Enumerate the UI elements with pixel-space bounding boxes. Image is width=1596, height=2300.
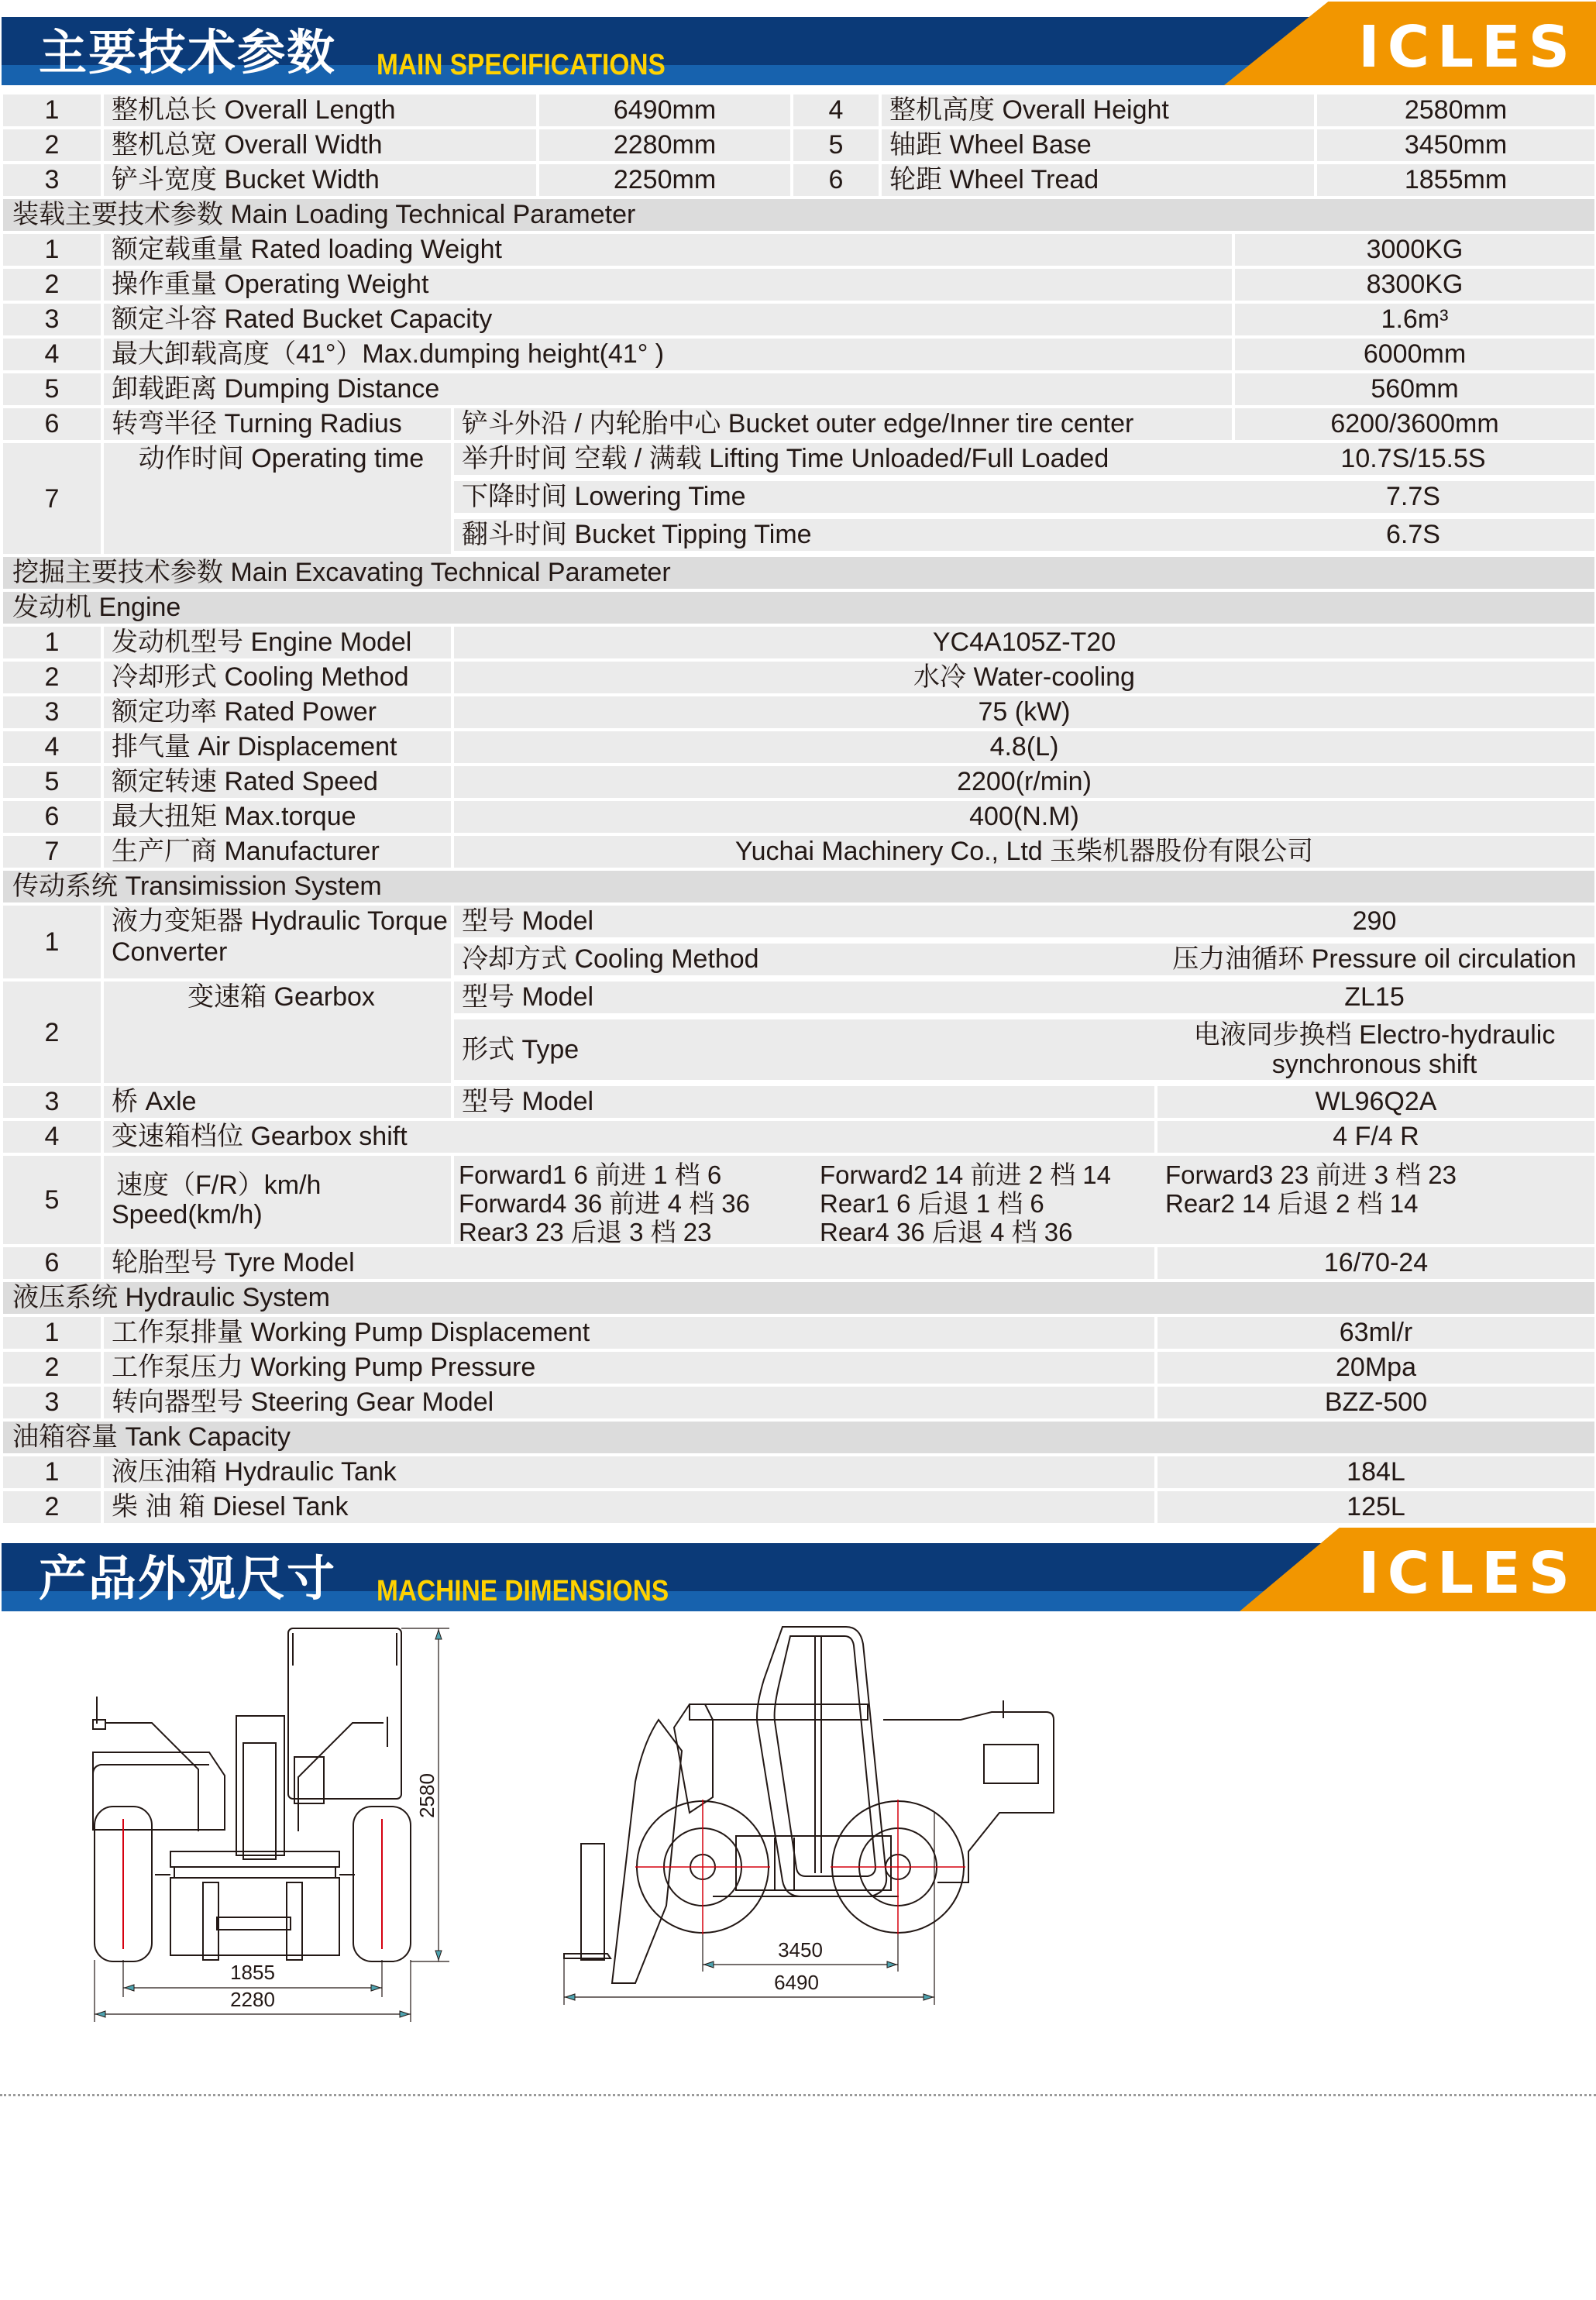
row-label: 发动机型号 Engine Model: [104, 627, 451, 658]
row-sublabel: 翻斗时间 Bucket Tipping Time: [454, 519, 1232, 551]
table-row: [3, 1352, 1594, 1384]
row-value: 400(N.M): [454, 801, 1594, 833]
table-row: [3, 662, 1594, 693]
row-value: 560mm: [1235, 373, 1594, 405]
speed-entry: Rear4 36 后退 4 档 36: [820, 1218, 1073, 1244]
row-label: 最大扭矩 Max.torque: [104, 801, 451, 833]
row-value: 125L: [1157, 1491, 1594, 1523]
speed-entry: Rear1 6 后退 1 档 6: [820, 1189, 1044, 1218]
row-value: 8300KG: [1235, 269, 1594, 301]
row-label: 转向器型号 Steering Gear Model: [104, 1387, 1154, 1418]
dim-overall-height: 2580: [415, 1773, 439, 1818]
table-row: [3, 627, 1594, 658]
row-label: 液压油箱 Hydraulic Tank: [104, 1456, 1154, 1488]
row-value: 75 (kW): [454, 696, 1594, 728]
row-value: YC4A105Z-T20: [454, 627, 1594, 658]
row-value: 2250mm: [539, 164, 790, 196]
speed-entry: Forward4 36 前进 4 档 36: [459, 1189, 750, 1218]
row-label: 轴距 Wheel Base: [882, 129, 1314, 161]
table-row: [3, 801, 1594, 833]
speed-col-2: [820, 1160, 1165, 1244]
row-label: 工作泵排量 Working Pump Displacement: [104, 1317, 1154, 1349]
main-specifications-banner: [0, 14, 1596, 85]
table-row: [3, 234, 1594, 266]
row-number: 4: [793, 95, 879, 126]
row-number: 1: [3, 234, 101, 266]
row-number: 3: [3, 1086, 101, 1118]
brand-logo: ICLES: [1358, 14, 1577, 81]
row-label: 额定载重量 Rated loading Weight: [104, 234, 1232, 266]
row-value: WL96Q2A: [1157, 1086, 1594, 1118]
row-value: 10.7S/15.5S: [1232, 443, 1594, 475]
table-row: [3, 304, 1594, 335]
row-label: 轮距 Wheel Tread: [882, 164, 1314, 196]
dim-wheel-base: 3450: [778, 1938, 823, 1961]
row-label: 轮胎型号 Tyre Model: [104, 1247, 1154, 1279]
table-row: [3, 1086, 1594, 1118]
speed-entry: Rear3 23 后退 3 档 23: [459, 1218, 712, 1244]
table-row: [3, 373, 1594, 405]
row-value: 4 F/4 R: [1157, 1121, 1594, 1153]
row-value: Yuchai Machinery Co., Ltd 玉柴机器股份有限公司: [454, 836, 1594, 868]
row-label: 工作泵压力 Working Pump Pressure: [104, 1352, 1154, 1384]
row-label: 液力变矩器 Hydraulic Torque Converter: [104, 906, 451, 978]
brand-logo: ICLES: [1358, 1540, 1577, 1607]
row-label: 柴 油 箱 Diesel Tank: [104, 1491, 1154, 1523]
row-value: 1.6m³: [1235, 304, 1594, 335]
row-value: 压力油循环 Pressure oil circulation: [1154, 944, 1594, 975]
speed-label-en: Speed(km/h): [112, 1200, 263, 1229]
table-row: [3, 269, 1594, 301]
row-label: 整机总宽 Overall Width: [104, 129, 536, 161]
row-number: 2: [3, 269, 101, 301]
row-label: [104, 1156, 451, 1244]
row-sublabel: 冷却方式 Cooling Method: [454, 944, 1154, 975]
row-label: 卸载距离 Dumping Distance: [104, 373, 1232, 405]
speed-values: [454, 1156, 1594, 1244]
speed-col-3: [1165, 1160, 1457, 1218]
speed-label-cn: 速度（F/R）km/h: [116, 1171, 322, 1200]
table-row: [3, 164, 1594, 196]
section-header-loading: 装载主要技术参数 Main Loading Technical Parameter: [3, 199, 1594, 231]
banner-title-cn: 产品外观尺寸: [39, 1550, 337, 1607]
table-row: [3, 1456, 1594, 1488]
table-row: [3, 1317, 1594, 1349]
table-row: [3, 95, 1594, 126]
row-value: 4.8(L): [454, 731, 1594, 763]
row-value: 20Mpa: [1157, 1352, 1594, 1384]
section-header-tank: 油箱容量 Tank Capacity: [3, 1422, 1594, 1453]
section-header-engine: 发动机 Engine: [3, 592, 1594, 624]
row-label: 生产厂商 Manufacturer: [104, 836, 451, 868]
row-value: 6000mm: [1235, 339, 1594, 370]
spec-table: [3, 95, 1594, 1526]
dim-overall-length: 6490: [774, 1971, 819, 1994]
row-number: 1: [3, 1456, 101, 1488]
row-number: 4: [3, 1121, 101, 1153]
table-row: [3, 1387, 1594, 1418]
row-number: 4: [3, 731, 101, 763]
row-number: 5: [3, 1156, 101, 1244]
row-number: 1: [3, 95, 101, 126]
row-value: 184L: [1157, 1456, 1594, 1488]
row-label: 额定转速 Rated Speed: [104, 766, 451, 798]
section-header-hydraulic: 液压系统 Hydraulic System: [3, 1282, 1594, 1314]
dim-wheel-tread: 1855: [230, 1961, 275, 1984]
row-number: 2: [3, 1352, 101, 1384]
row-number: 2: [3, 1491, 101, 1523]
row-number: 1: [3, 1317, 101, 1349]
row-label: 整机高度 Overall Height: [882, 95, 1314, 126]
row-value: 6490mm: [539, 95, 790, 126]
table-row-group-torque-converter: [3, 906, 1594, 978]
table-row: [3, 339, 1594, 370]
row-number: 3: [3, 696, 101, 728]
section-header-excavating: 挖掘主要技术参数 Main Excavating Technical Parameter: [3, 557, 1594, 589]
row-number: 1: [3, 906, 101, 978]
banner-title-en: MACHINE DIMENSIONS: [377, 1575, 669, 1607]
row-label: 额定斗容 Rated Bucket Capacity: [104, 304, 1232, 335]
table-row-group-operating-time: [3, 443, 1594, 554]
table-row: [3, 408, 1594, 440]
table-row: [3, 1247, 1594, 1279]
banner-title-en: MAIN SPECIFICATIONS: [377, 49, 666, 81]
row-number: 2: [3, 662, 101, 693]
dim-overall-width: 2280: [230, 1988, 275, 2011]
row-label: 最大卸载高度（41°）Max.dumping height(41° ): [104, 339, 1232, 370]
front-view-drawing: [62, 1619, 480, 2068]
row-number: 3: [3, 304, 101, 335]
side-view-drawing: [558, 1619, 1565, 2084]
speed-col-1: [459, 1160, 820, 1244]
row-value: 水冷 Water-cooling: [454, 662, 1594, 693]
row-value: 16/70-24: [1157, 1247, 1594, 1279]
section-header-transmission: 传动系统 Transimission System: [3, 871, 1594, 902]
row-value: 7.7S: [1232, 481, 1594, 513]
table-row: [3, 1491, 1594, 1523]
row-sublabel: 举升时间 空载 / 满载 Lifting Time Unloaded/Full Loaded: [454, 443, 1232, 475]
speed-entry: Forward3 23 前进 3 档 23: [1165, 1160, 1457, 1189]
row-number: 1: [3, 627, 101, 658]
dotted-divider: [0, 2094, 1596, 2096]
table-row: [3, 696, 1594, 728]
row-label: 桥 Axle: [104, 1086, 451, 1118]
row-number: 6: [3, 408, 101, 440]
row-number: 6: [793, 164, 879, 196]
row-label: 操作重量 Operating Weight: [104, 269, 1232, 301]
table-row-speed: [3, 1156, 1594, 1244]
row-label: 额定功率 Rated Power: [104, 696, 451, 728]
table-row: [3, 731, 1594, 763]
row-value: BZZ-500: [1157, 1387, 1594, 1418]
row-value: 1855mm: [1317, 164, 1594, 196]
row-label: 冷却形式 Cooling Method: [104, 662, 451, 693]
row-value: 电液同步换档 Electro-hydraulic synchronous shift: [1154, 1019, 1594, 1080]
row-number: 4: [3, 339, 101, 370]
row-sublabel: 铲斗外沿 / 内轮胎中心 Bucket outer edge/Inner tire center: [454, 408, 1232, 440]
row-value: 290: [1154, 906, 1594, 937]
row-number: 6: [3, 801, 101, 833]
row-number: 2: [3, 129, 101, 161]
table-row-group-gearbox: [3, 982, 1594, 1083]
row-sublabel: 形式 Type: [454, 1019, 1154, 1080]
row-label: 整机总长 Overall Length: [104, 95, 536, 126]
row-value: ZL15: [1154, 982, 1594, 1013]
row-value: 2580mm: [1317, 95, 1594, 126]
row-label: 变速箱 Gearbox: [104, 982, 451, 1083]
row-sublabel: 型号 Model: [454, 982, 1154, 1013]
row-number: 3: [3, 164, 101, 196]
row-label: 变速箱档位 Gearbox shift: [104, 1121, 1154, 1153]
row-value: 63ml/r: [1157, 1317, 1594, 1349]
table-row: [3, 129, 1594, 161]
banner-title-cn: 主要技术参数: [39, 24, 337, 81]
speed-entry: Forward1 6 前进 1 档 6: [459, 1160, 722, 1189]
speed-entry: Forward2 14 前进 2 档 14: [820, 1160, 1111, 1189]
row-label: 排气量 Air Displacement: [104, 731, 451, 763]
table-row: [3, 836, 1594, 868]
row-number: 5: [793, 129, 879, 161]
row-number: 7: [3, 443, 101, 554]
row-value: 6200/3600mm: [1235, 408, 1594, 440]
row-label: 动作时间 Operating time: [104, 443, 451, 554]
row-value: 3000KG: [1235, 234, 1594, 266]
row-sublabel: 下降时间 Lowering Time: [454, 481, 1232, 513]
row-number: 5: [3, 373, 101, 405]
row-label: 铲斗宽度 Bucket Width: [104, 164, 536, 196]
row-label: 转弯半径 Turning Radius: [104, 408, 451, 440]
row-value: 3450mm: [1317, 129, 1594, 161]
row-sublabel: 型号 Model: [454, 906, 1154, 937]
row-value: 6.7S: [1232, 519, 1594, 551]
row-number: 7: [3, 836, 101, 868]
row-number: 2: [3, 982, 101, 1083]
row-number: 6: [3, 1247, 101, 1279]
table-row: [3, 1121, 1594, 1153]
row-sublabel: 型号 Model: [454, 1086, 1154, 1118]
table-row: [3, 766, 1594, 798]
machine-dimension-drawings: [0, 1619, 1596, 2099]
machine-dimensions-banner: [0, 1540, 1596, 1611]
speed-entry: Rear2 14 后退 2 档 14: [1165, 1189, 1419, 1218]
row-value: 2280mm: [539, 129, 790, 161]
row-number: 3: [3, 1387, 101, 1418]
row-value: 2200(r/min): [454, 766, 1594, 798]
row-number: 5: [3, 766, 101, 798]
